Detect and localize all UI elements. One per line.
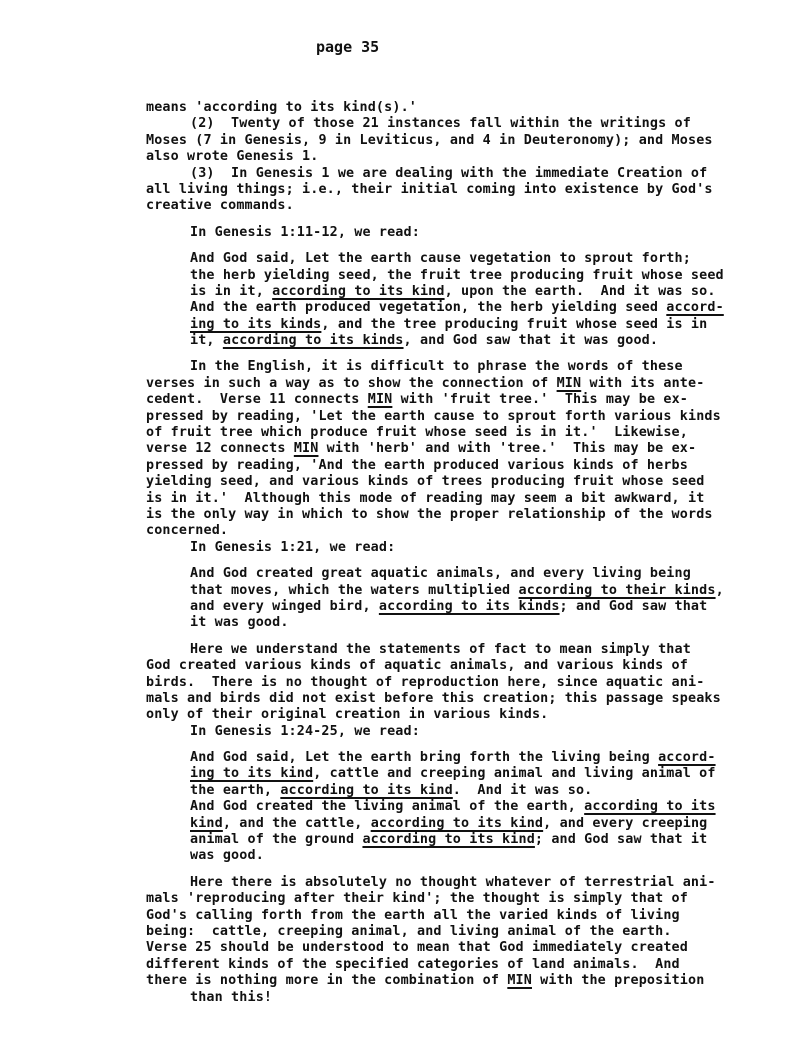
underlined-phrase: according to its kind: [280, 782, 453, 798]
paragraph-terrestrial-animals: [146, 875, 761, 1006]
text-line: Here we understand the statements of fact to mean simply that: [190, 641, 691, 657]
underlined-phrase: according to its kind: [272, 283, 445, 299]
text-line: cedent. Verse 11 connects MIN with 'fruit tree.' This may be ex-: [146, 392, 689, 408]
quote-line: and every winged bird, according to its kinds; and God saw that: [190, 598, 708, 614]
paragraph-english-phrasing: [146, 359, 761, 539]
underlined-phrase: accord-: [666, 300, 724, 316]
text-line: Here there is absolutely no thought whatever of terrestrial ani-: [190, 874, 716, 890]
text-line: mals 'reproducing after their kind'; the thought is simply that of: [146, 891, 688, 907]
text-line: concerned.: [146, 523, 229, 539]
text-line: pressed by reading, 'Let the earth cause to sprout forth various kinds: [146, 408, 721, 424]
paragraph-point-3: [146, 166, 761, 215]
scripture-quote-genesis-1-24: [146, 750, 761, 865]
underlined-phrase: ing to its kind: [190, 766, 314, 782]
text-line: God created various kinds of aquatic animals, and various kinds of: [146, 658, 688, 674]
text-line: (3) In Genesis 1 we are dealing with the immediate Creation of: [190, 165, 708, 181]
underlined-phrase: according to its kind: [370, 815, 544, 831]
underlined-term-min: MIN: [507, 973, 532, 989]
paragraph-aquatic-animals: [146, 642, 761, 724]
underlined-phrase: according to its kind: [362, 832, 535, 848]
text-line: verse 12 connects MIN with 'herb' and with 'tree.' This may be ex-: [146, 441, 697, 457]
text-line: pressed by reading, 'And the earth produced various kinds of herbs: [146, 457, 688, 473]
page-number: page 35: [316, 38, 380, 56]
underlined-term-min: MIN: [293, 441, 319, 457]
underlined-phrase: according to its kinds: [222, 333, 404, 349]
quote-line: the earth, according to its kind. And it was so.: [190, 782, 593, 798]
quote-line: kind, and the cattle, according to its kind, and every creeping: [190, 815, 708, 831]
section-heading-genesis-1-11: In Genesis 1:11-12, we read:: [190, 224, 420, 240]
quote-line: was good.: [190, 848, 264, 864]
quote-line: it, according to its kinds, and God saw that it was good.: [190, 333, 659, 349]
quote-line: that moves, which the waters multiplied according to their kinds,: [190, 582, 724, 598]
quote-line: And the earth produced vegetation, the herb yielding seed accord-: [190, 300, 724, 316]
underlined-phrase: according to their kinds: [518, 582, 716, 598]
text-line: yielding seed, and various kinds of trees producing fruit whose seed: [146, 474, 705, 490]
text-line: God's calling forth from the earth all the varied kinds of living: [146, 907, 680, 923]
quote-line: ing to its kinds, and the tree producing fruit whose seed is in: [190, 316, 708, 332]
text-line: verses in such a way as to show the connection of MIN with its ante-: [146, 375, 705, 391]
text-line: In the English, it is difficult to phrase the words of these: [190, 359, 683, 375]
text-line: only of their original creation in various kinds.: [146, 707, 549, 723]
text-line: creative commands.: [146, 198, 294, 214]
underlined-phrase: according to its kinds: [378, 598, 560, 614]
text-line: Verse 25 should be understood to mean that God immediately created: [146, 940, 688, 956]
quote-line: it was good.: [190, 615, 289, 631]
underlined-phrase: ing to its kinds: [190, 316, 322, 332]
text-line: is in it.' Although this mode of reading may seem a bit awkward, it: [146, 490, 705, 506]
section-heading-genesis-1-24: In Genesis 1:24-25, we read:: [190, 723, 420, 739]
quote-line: And God created the living animal of the earth, according to its: [190, 799, 716, 815]
text-line: birds. There is no thought of reproduction here, since aquatic ani-: [146, 674, 705, 690]
text-line: all living things; i.e., their initial coming into existence by God's: [146, 181, 713, 197]
quote-line: And God said, Let the earth bring forth the living being accord-: [190, 750, 716, 766]
text-line: being: cattle, creeping animal, and living animal of the earth.: [146, 923, 672, 939]
text-line: (2) Twenty of those 21 instances fall within the writings of: [190, 116, 691, 132]
scripture-quote-genesis-1-11: [146, 251, 761, 349]
text-line: mals and birds did not exist before this creation; this passage speaks: [146, 690, 721, 706]
text-line: than this!: [190, 989, 273, 1005]
quote-line: And God said, Let the earth cause vegetation to sprout forth;: [190, 251, 691, 267]
section-heading-genesis-1-21: In Genesis 1:21, we read:: [190, 539, 396, 555]
underlined-term-min: MIN: [556, 375, 582, 391]
text-line: there is nothing more in the combination of MIN with the preposition: [146, 973, 705, 989]
text-line: also wrote Genesis 1.: [146, 149, 319, 165]
quote-line: animal of the ground according to its kind; and God saw that it: [190, 832, 708, 848]
paragraph-point-2: [146, 116, 761, 165]
text-line: different kinds of the specified categories of land animals. And: [146, 956, 680, 972]
quote-line: is in it, according to its kind, upon the earth. And it was so.: [190, 283, 716, 299]
page-body: [146, 100, 761, 1006]
underlined-phrase: according to its: [584, 799, 716, 815]
quote-line: And God created great aquatic animals, and every living being: [190, 566, 691, 582]
underlined-term-min: MIN: [367, 392, 393, 408]
underlined-phrase: accord-: [658, 750, 716, 766]
text-line: Moses (7 in Genesis, 9 in Leviticus, and 4 in Deuteronomy); and Moses: [146, 132, 713, 148]
text-line: of fruit tree which produce fruit whose seed is in it.' Likewise,: [146, 425, 688, 441]
quote-line: the herb yielding seed, the fruit tree producing fruit whose seed: [190, 267, 724, 283]
scripture-quote-genesis-1-21: [146, 566, 761, 632]
text-line: means 'according to its kind(s).': [146, 100, 417, 115]
underlined-phrase: kind: [190, 815, 223, 831]
paragraph-intro: [146, 100, 761, 116]
text-line: is the only way in which to show the proper relationship of the words: [146, 506, 713, 522]
quote-line: ing to its kind, cattle and creeping animal and living animal of: [190, 766, 716, 782]
